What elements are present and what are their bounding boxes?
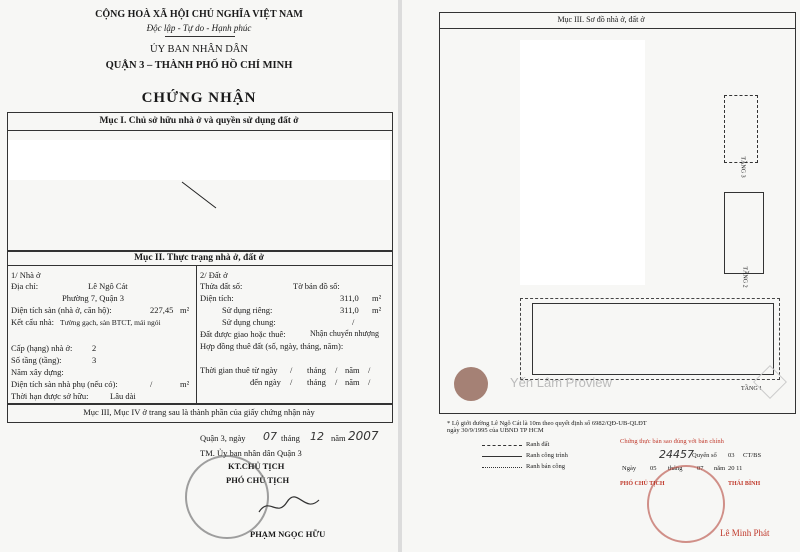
date-month: 12 <box>310 430 324 443</box>
nam-xay-dung-label: Năm xây dựng: <box>11 367 64 377</box>
issuer-district: QUẬN 3 – THÀNH PHỐ HỒ CHÍ MINH <box>105 60 293 71</box>
den-slash-1: / <box>290 377 293 387</box>
dien-tich-san-value: 227,45 <box>150 305 174 315</box>
certify-day: 05 <box>650 465 657 472</box>
thue-slash-3: / <box>368 365 371 375</box>
ket-cau-label: Kết cấu nhà: <box>11 317 54 327</box>
thua-dat-label: Thửa đất số: <box>200 281 243 291</box>
certify-nam-label: năm <box>714 465 726 472</box>
su-dung-chung-label: Sử dụng chung: <box>222 317 276 327</box>
su-dung-rieng-value: 311,0 <box>340 305 359 315</box>
certify-year: 20 11 <box>728 465 743 472</box>
signer-name: PHẠM NGỌC HỮU <box>250 529 326 539</box>
sign-tm: TM. Ủy ban nhân dân Quận 3 <box>200 448 302 458</box>
giao-thue-label: Đất được giao hoặc thuê: <box>200 329 286 339</box>
signature <box>255 492 325 520</box>
den-nam: năm <box>345 377 360 387</box>
watermark-logo <box>454 367 488 401</box>
phuong-value: Phường 7, Quận 3 <box>62 293 124 303</box>
unit-m2-phu: m² <box>180 379 190 389</box>
certify-pho-chu-tich: PHÓ CHỦ TỊCH <box>620 481 665 487</box>
certify-quyen-value: 03 <box>728 452 735 459</box>
den-thang: tháng <box>307 377 326 387</box>
muc2-column-divider <box>196 265 197 403</box>
muc3-title: Mục III. Sơ đồ nhà ở, đất ở <box>557 15 645 24</box>
certificate-right-page <box>402 0 800 552</box>
ket-cau-value: Tường gạch, sàn BTCT, mái ngói <box>60 318 161 327</box>
floor2-plan <box>724 192 764 274</box>
redacted-plan-area <box>520 40 645 285</box>
thue-slash-1: / <box>290 365 293 375</box>
unit-m2-dat: m² <box>372 293 382 303</box>
document-title: CHỨNG NHẬN <box>141 90 257 106</box>
legend-rd: Ranh đất <box>526 441 550 448</box>
su-dung-rieng-label: Sử dụng riêng: <box>222 305 273 315</box>
legend-rbc: Ranh bán công <box>526 463 565 470</box>
floor1-label: TẦNG 1 <box>741 386 763 392</box>
legend-note: * Lộ giới đường Lê Ngô Cát là 10m theo quyết định số 6982/QĐ-UB-QLĐT ngày 30/9/1995 của UBND TP HCM <box>447 420 647 434</box>
dien-tich-san-label: Diện tích sàn (nhà ở, căn hộ): <box>11 305 112 315</box>
so-tang-value: 3 <box>92 355 97 365</box>
land-boundary <box>520 298 780 380</box>
footer-note: Mục III, Mục IV ở trang sau là thành phần của giấy chứng nhận này <box>83 407 315 417</box>
cap-label: Cấp (hạng) nhà ở: <box>11 343 73 353</box>
dia-chi-label: Địa chỉ: <box>11 281 39 291</box>
hop-dong-label: Hợp đồng thuê đất (số, ngày, tháng, năm): <box>200 341 344 351</box>
nha-o-heading: 1/ Nhà ở <box>11 270 41 280</box>
dien-tich-phu-value: / <box>150 379 153 389</box>
dia-chi-value: Lê Ngô Cát <box>88 281 128 291</box>
sign-pho-chu-tich: PHÓ CHỦ TỊCH <box>226 475 290 485</box>
giao-thue-value: Nhận chuyển nhượng <box>310 329 379 338</box>
den-ngay-label: đến ngày <box>250 377 281 387</box>
legend-rct: Ranh công trình <box>526 452 568 459</box>
date-prefix: Quận 3, ngày <box>200 433 246 443</box>
unit-m2-rieng: m² <box>372 305 382 315</box>
floor3-label: TẦNG 3 <box>739 156 746 178</box>
redacted-owner-block <box>8 140 390 180</box>
den-slash-3: / <box>368 377 371 387</box>
thoi-han-value: Lâu dài <box>110 391 136 401</box>
certify-quyen-label: Quyển số <box>692 452 717 459</box>
muc1-divider <box>7 130 393 131</box>
dat-o-heading: 2/ Đất ở <box>200 270 228 280</box>
thue-nam-1: năm <box>345 365 360 375</box>
national-motto: Độc lập - Tự do - Hạnh phúc <box>146 23 252 33</box>
cap-value: 2 <box>92 343 97 353</box>
unit-m2: m² <box>180 305 190 315</box>
date-year: 2007 <box>348 429 379 443</box>
den-slash-2: / <box>335 377 338 387</box>
certify-number: 24457 <box>659 448 694 461</box>
certify-thai-binh: THÁI BÌNH <box>728 481 761 487</box>
thue-thang-1: tháng <box>307 365 326 375</box>
motto-underline <box>165 36 235 37</box>
pen-stroke <box>180 180 220 210</box>
muc3-divider <box>439 28 796 29</box>
certify-thang-label: tháng <box>668 465 683 472</box>
thoi-han-label: Thời hạn được sở hữu: <box>11 391 89 401</box>
dien-tich-dat-label: Diện tích: <box>200 293 234 303</box>
legend-rct-line <box>482 456 522 457</box>
muc2-divider <box>7 265 393 266</box>
national-title: CỘNG HOÀ XÃ HỘI CHỦ NGHĨA VIỆT NAM <box>95 9 303 20</box>
date-nam-label: năm <box>331 433 346 443</box>
certify-ctbs: CT/BS <box>743 452 762 459</box>
certify-ngay-label: Ngày <box>622 465 637 472</box>
muc1-title: Mục I. Chủ sở hữu nhà ở và quyền sử dụng đất ở <box>99 116 299 126</box>
dien-tich-phu-label: Diện tích sàn nhà phụ (nếu có): <box>11 379 118 389</box>
date-thang-label: tháng <box>281 433 300 443</box>
legend-rd-line <box>482 445 522 446</box>
to-ban-do-label: Tờ bản đồ số: <box>293 281 340 291</box>
su-dung-chung-value: / <box>352 317 355 327</box>
thoi-gian-thue-label: Thời gian thuê từ ngày <box>200 365 278 375</box>
thue-slash-2: / <box>335 365 338 375</box>
certify-signer: Lê Minh Phát <box>720 528 770 538</box>
certify-seal <box>647 465 725 543</box>
watermark-text: Yến Lâm Proview <box>510 375 612 390</box>
so-tang-label: Số tầng (tầng): <box>11 355 62 365</box>
dien-tich-dat-value: 311,0 <box>340 293 359 303</box>
certify-line1: Chứng thực bản sao đúng với bản chính <box>620 438 724 445</box>
legend-rbc-line <box>482 467 522 468</box>
certify-month: 07 <box>697 465 704 472</box>
muc2-title: Mục II. Thực trạng nhà ở, đất ở <box>134 253 264 263</box>
floor2-label: TẦNG 2 <box>741 266 748 288</box>
issuer-title: ỦY BAN NHÂN DÂN <box>150 44 248 55</box>
sign-kt: KT.CHỦ TỊCH <box>228 461 285 471</box>
certificate-left-page <box>0 0 398 552</box>
date-day: 07 <box>263 430 277 443</box>
floor3-plan <box>724 95 758 163</box>
